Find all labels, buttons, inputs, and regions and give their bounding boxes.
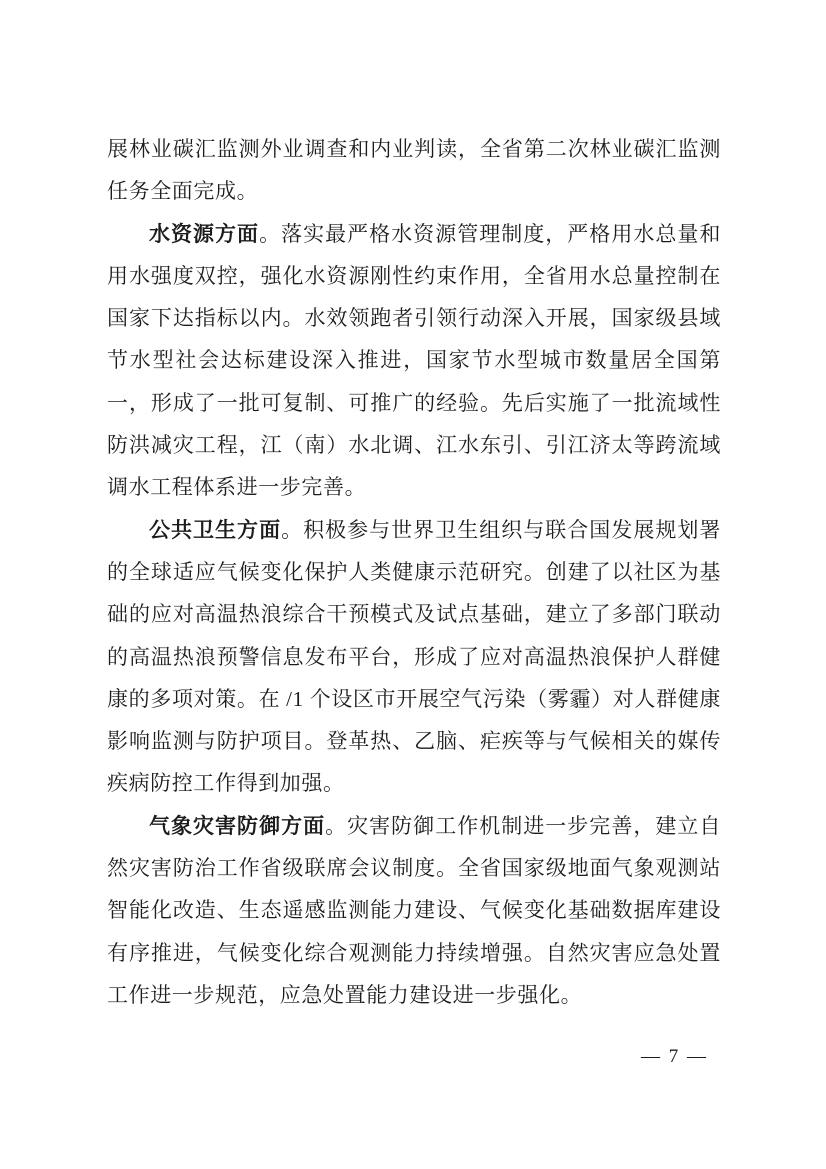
paragraph-body: 。落实最严格水资源管理制度，严格用水总量和用水强度双控，强化水资源刚性约束作用，全省用水总量控制在国家下达指标以内。水效领跑者引领行动深入开展，国家级县域节水型社会达标建设深入推进，国家节水型城市数量居全国第一，形成了一批可复制、可推广的经验。先后实施了一批流域性防洪减灾工程，江（南）水北调、江水东引、引江济太等跨流域调水工程体系进一步完善。 [107, 221, 721, 500]
paragraph-body: 展林业碳汇监测外业调查和内业判读，全省第二次林业碳汇监测任务全面完成。 [107, 137, 721, 204]
document-body-text [107, 128, 721, 1016]
page-number: — 7 — [641, 1046, 708, 1067]
paragraph [107, 805, 721, 1016]
paragraph [107, 509, 721, 805]
paragraph-lead: 公共卫生方面 [149, 517, 282, 542]
paragraph-lead: 气象灾害防御方面 [149, 813, 326, 838]
paragraph [107, 128, 721, 213]
paragraph-body: 。积极参与世界卫生组织与联合国发展规划署的全球适应气候变化保护人类健康示范研究。创建了以社区为基础的应对高温热浪综合干预模式及试点基础，建立了多部门联动的高温热浪预警信息发布平台，形成了应对高温热浪保护人群健康的多项对策。在 /1 个设区市开展空气污染（雾霾）对人群健康影响监测与防护项目。登革热、乙脑、疟疾等与气候相关的媒传疾病防控工作得到加强。 [107, 517, 721, 796]
paragraph-lead: 水资源方面 [149, 221, 260, 246]
paragraph-body: 。灾害防御工作机制进一步完善，建立自然灾害防治工作省级联席会议制度。全省国家级地面气象观测站智能化改造、生态遥感监测能力建设、气候变化基础数据库建设有序推进，气候变化综合观测能力持续增强。自然灾害应急处置工作进一步规范，应急处置能力建设进一步强化。 [107, 813, 721, 1007]
paragraph [107, 213, 721, 509]
